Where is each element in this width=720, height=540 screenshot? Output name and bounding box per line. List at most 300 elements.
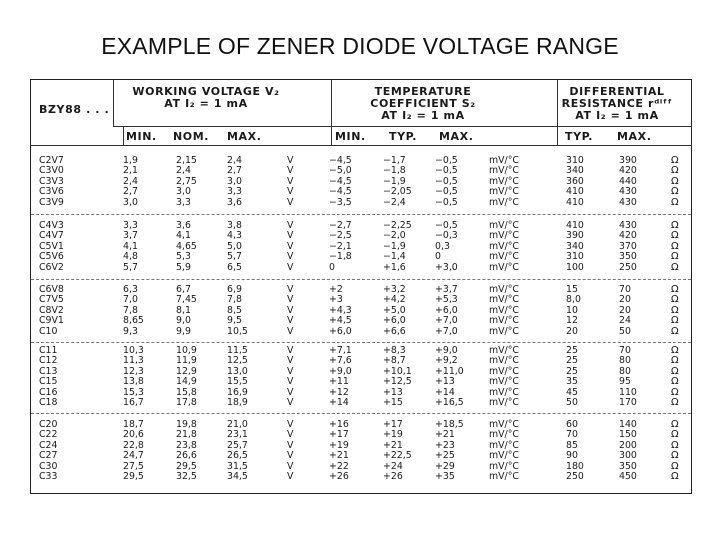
dr-typ-cell: 310: [566, 251, 584, 263]
table-row: [31, 263, 691, 273]
tc-unit-cell: mV/°C: [489, 471, 519, 482]
temp-coeff-condition: AT I₂ = 1 mA: [381, 109, 465, 122]
vz-max-cell: 6,9: [227, 284, 242, 295]
tc-typ-cell: +24: [383, 460, 403, 472]
vz-max-cell: 21,0: [227, 419, 248, 430]
diff-resistance-subtitle: RESISTANCE rᵈⁱᶠᶠ: [561, 97, 673, 110]
vz-min-cell: 2,7: [123, 186, 138, 198]
tc-max-cell: +13: [435, 376, 455, 388]
table-row: [31, 327, 691, 337]
tc-min-cell: +7,6: [329, 355, 352, 367]
divider: [113, 126, 691, 127]
tc-max-cell: −0,5: [435, 186, 458, 198]
dr-max-cell: 250: [619, 261, 637, 273]
dr-typ-cell: 8,0: [566, 294, 581, 306]
vz-max-cell: 23,1: [227, 429, 248, 441]
dr-typ-cell: 45: [566, 386, 578, 398]
dr-typ-cell: 340: [566, 165, 584, 177]
tc-min-cell: −3,5: [329, 196, 352, 208]
vz-min-cell: 13,8: [123, 376, 144, 388]
tc-max-cell: +23: [435, 439, 455, 451]
table-row: [31, 398, 691, 408]
dr-max-label: MAX.: [617, 130, 652, 143]
divider: [331, 126, 332, 145]
tc-min-cell: +6,0: [329, 325, 352, 337]
table-row: [31, 231, 691, 241]
vz-unit-cell: V: [287, 460, 294, 472]
divider: [31, 413, 691, 414]
dr-max-cell: 20: [619, 304, 631, 316]
tc-max-cell: +21: [435, 429, 455, 441]
wv-max-label: MAX.: [227, 130, 262, 143]
zener-diode-table: [30, 79, 692, 494]
table-row: [31, 198, 691, 208]
ohm-symbol: Ω: [671, 419, 679, 430]
vz-min-cell: 8,65: [123, 315, 144, 327]
vz-nom-cell: 9,0: [176, 315, 191, 327]
dr-max-cell: 390: [619, 155, 637, 166]
tc-min-cell: +7,1: [329, 345, 352, 356]
vz-min-cell: 5,7: [123, 261, 138, 273]
tc-typ-cell: +10,1: [383, 365, 412, 377]
tc-unit-cell: mV/°C: [489, 429, 519, 441]
tc-unit-cell: mV/°C: [489, 220, 519, 231]
tc-typ-cell: +17: [383, 419, 403, 430]
dr-max-cell: 200: [619, 439, 637, 451]
tc-max-cell: +3,7: [435, 284, 458, 295]
dr-max-cell: 420: [619, 165, 637, 177]
ohm-symbol: Ω: [671, 186, 679, 198]
tc-max-cell: +14: [435, 386, 455, 398]
ohm-symbol: Ω: [671, 165, 679, 177]
vz-min-cell: 3,0: [123, 196, 138, 208]
type-cell: C20: [39, 419, 58, 430]
vz-max-cell: 9,5: [227, 315, 242, 327]
tc-max-cell: +6,0: [435, 304, 458, 316]
vz-unit-cell: V: [287, 345, 294, 356]
ohm-symbol: Ω: [671, 261, 679, 273]
vz-max-cell: 18,9: [227, 397, 248, 408]
type-cell: C3V9: [39, 196, 64, 208]
working-voltage-header: [111, 86, 301, 110]
dr-max-cell: 370: [619, 240, 637, 252]
type-cell: C3V3: [39, 175, 64, 187]
ohm-symbol: Ω: [671, 315, 679, 327]
tc-typ-cell: −2,25: [383, 220, 412, 231]
dr-typ-cell: 25: [566, 365, 578, 377]
dr-typ-label: TYP.: [565, 130, 594, 143]
type-cell: C33: [39, 471, 58, 482]
divider: [331, 80, 332, 126]
vz-unit-cell: V: [287, 251, 294, 263]
page-title: EXAMPLE OF ZENER DIODE VOLTAGE RANGE: [101, 33, 619, 59]
tc-typ-cell: −2,0: [383, 230, 406, 242]
tc-max-cell: −0,5: [435, 196, 458, 208]
ohm-symbol: Ω: [671, 355, 679, 367]
vz-unit-cell: V: [287, 155, 294, 166]
divider: [557, 80, 558, 126]
dr-typ-cell: 25: [566, 345, 578, 356]
dr-typ-cell: 90: [566, 450, 578, 462]
table-row: [31, 252, 691, 262]
dr-max-cell: 24: [619, 315, 631, 327]
tc-unit-cell: mV/°C: [489, 186, 519, 198]
tc-min-cell: −4,5: [329, 155, 352, 166]
tc-typ-cell: +19: [383, 429, 403, 441]
table-row: [31, 451, 691, 461]
type-cell: C7V5: [39, 294, 64, 306]
dr-typ-cell: 15: [566, 284, 578, 295]
vz-nom-cell: 10,9: [176, 345, 197, 356]
divider: [31, 279, 691, 280]
tc-min-cell: +3: [329, 294, 343, 306]
vz-min-cell: 15,3: [123, 386, 144, 398]
dr-max-cell: 170: [619, 397, 637, 408]
tc-typ-cell: +13: [383, 386, 403, 398]
type-cell: C4V3: [39, 220, 64, 231]
tc-typ-cell: −1,4: [383, 251, 406, 263]
dr-typ-cell: 70: [566, 429, 578, 441]
tc-min-cell: −5,0: [329, 165, 352, 177]
dr-typ-cell: 100: [566, 261, 584, 273]
vz-min-cell: 24,7: [123, 450, 144, 462]
vz-unit-cell: V: [287, 450, 294, 462]
tc-unit-cell: mV/°C: [489, 365, 519, 377]
tc-min-cell: −4,5: [329, 175, 352, 187]
vz-max-cell: 4,3: [227, 230, 242, 242]
vz-nom-cell: 9,9: [176, 325, 191, 337]
vz-min-cell: 4,1: [123, 240, 138, 252]
tc-max-cell: +11,0: [435, 365, 464, 377]
vz-unit-cell: V: [287, 471, 294, 482]
tc-typ-cell: −1,8: [383, 165, 406, 177]
vz-nom-cell: 5,9: [176, 261, 191, 273]
tc-min-cell: +12: [329, 386, 349, 398]
tc-min-label: MIN.: [335, 130, 366, 143]
vz-max-cell: 5,0: [227, 240, 242, 252]
tc-unit-cell: mV/°C: [489, 386, 519, 398]
table-row: [31, 377, 691, 387]
tc-typ-cell: +4,2: [383, 294, 406, 306]
tc-typ-cell: −2,4: [383, 196, 406, 208]
tc-typ-cell: +8,7: [383, 355, 406, 367]
dr-typ-cell: 340: [566, 240, 584, 252]
vz-max-cell: 13,0: [227, 365, 248, 377]
vz-unit-cell: V: [287, 240, 294, 252]
vz-unit-cell: V: [287, 397, 294, 408]
tc-min-cell: +17: [329, 429, 349, 441]
tc-unit-cell: mV/°C: [489, 155, 519, 166]
dr-typ-cell: 10: [566, 304, 578, 316]
tc-typ-cell: +5,0: [383, 304, 406, 316]
vz-max-cell: 3,8: [227, 220, 242, 231]
tc-max-cell: +7,0: [435, 315, 458, 327]
ohm-symbol: Ω: [671, 175, 679, 187]
vz-min-cell: 29,5: [123, 471, 144, 482]
vz-max-cell: 26,5: [227, 450, 248, 462]
divider: [557, 126, 558, 145]
tc-min-cell: −4,5: [329, 186, 352, 198]
vz-nom-cell: 11,9: [176, 355, 197, 367]
tc-typ-cell: −2,05: [383, 186, 412, 198]
type-cell: C10: [39, 325, 58, 337]
tc-max-cell: +25: [435, 450, 455, 462]
tc-typ-cell: −1,9: [383, 175, 406, 187]
vz-min-cell: 2,1: [123, 165, 138, 177]
vz-unit-cell: V: [287, 376, 294, 388]
vz-nom-cell: 14,9: [176, 376, 197, 388]
dr-max-cell: 50: [619, 325, 631, 337]
vz-unit-cell: V: [287, 429, 294, 441]
dr-max-cell: 150: [619, 429, 637, 441]
tc-typ-cell: +26: [383, 471, 403, 482]
ohm-symbol: Ω: [671, 450, 679, 462]
vz-min-cell: 22,8: [123, 439, 144, 451]
tc-min-cell: −2,7: [329, 220, 352, 231]
tc-max-cell: +3,0: [435, 261, 458, 273]
dr-max-cell: 440: [619, 175, 637, 187]
table-row: [31, 295, 691, 305]
vz-unit-cell: V: [287, 165, 294, 177]
tc-typ-cell: +3,2: [383, 284, 406, 295]
temp-coeff-subtitle: COEFFICIENT S₂: [370, 97, 476, 110]
table-row: [31, 316, 691, 326]
dr-max-cell: 350: [619, 460, 637, 472]
vz-max-cell: 15,5: [227, 376, 248, 388]
vz-nom-cell: 21,8: [176, 429, 197, 441]
dr-typ-cell: 310: [566, 155, 584, 166]
vz-max-cell: 34,5: [227, 471, 248, 482]
tc-typ-cell: −1,7: [383, 155, 406, 166]
dr-max-cell: 70: [619, 284, 631, 295]
vz-unit-cell: V: [287, 186, 294, 198]
vz-max-cell: 12,5: [227, 355, 248, 367]
vz-max-cell: 3,6: [227, 196, 242, 208]
vz-min-cell: 20,6: [123, 429, 144, 441]
ohm-symbol: Ω: [671, 439, 679, 451]
working-voltage-title: WORKING VOLTAGE V₂: [132, 85, 280, 98]
tc-typ-cell: +21: [383, 439, 403, 451]
tc-typ-cell: −1,9: [383, 240, 406, 252]
tc-min-cell: +21: [329, 450, 349, 462]
vz-unit-cell: V: [287, 315, 294, 327]
dr-max-cell: 430: [619, 196, 637, 208]
dr-max-cell: 95: [619, 376, 631, 388]
tc-max-cell: −0,5: [435, 155, 458, 166]
tc-min-cell: −2,1: [329, 240, 352, 252]
tc-typ-label: TYP.: [389, 130, 418, 143]
ohm-symbol: Ω: [671, 155, 679, 166]
dr-typ-cell: 410: [566, 186, 584, 198]
dr-typ-cell: 12: [566, 315, 578, 327]
type-cell: C5V6: [39, 251, 64, 263]
tc-max-cell: 0,3: [435, 240, 450, 252]
tc-min-cell: −1,8: [329, 251, 352, 263]
vz-min-cell: 12,3: [123, 365, 144, 377]
wv-nom-label: NOM.: [173, 130, 210, 143]
ohm-symbol: Ω: [671, 304, 679, 316]
tc-max-cell: −0,3: [435, 230, 458, 242]
vz-nom-cell: 12,9: [176, 365, 197, 377]
vz-nom-cell: 32,5: [176, 471, 197, 482]
vz-nom-cell: 15,8: [176, 386, 197, 398]
tc-unit-cell: mV/°C: [489, 325, 519, 337]
tc-max-cell: −0,5: [435, 175, 458, 187]
table-row: [31, 187, 691, 197]
vz-min-cell: 9,3: [123, 325, 138, 337]
vz-nom-cell: 4,65: [176, 240, 197, 252]
vz-unit-cell: V: [287, 175, 294, 187]
vz-unit-cell: V: [287, 355, 294, 367]
ohm-symbol: Ω: [671, 397, 679, 408]
vz-unit-cell: V: [287, 304, 294, 316]
vz-min-cell: 27,5: [123, 460, 144, 472]
tc-max-cell: 0: [435, 251, 441, 263]
tc-min-cell: +22: [329, 460, 349, 472]
vz-nom-cell: 2,15: [176, 155, 197, 166]
divider: [31, 214, 691, 215]
divider: [113, 80, 114, 126]
vz-min-cell: 2,4: [123, 175, 138, 187]
tc-max-cell: −0,5: [435, 165, 458, 177]
dr-max-cell: 430: [619, 220, 637, 231]
diff-resistance-condition: AT I₂ = 1 mA: [575, 109, 659, 122]
tc-min-cell: +26: [329, 471, 349, 482]
tc-unit-cell: mV/°C: [489, 196, 519, 208]
dr-typ-cell: 60: [566, 419, 578, 430]
ohm-symbol: Ω: [671, 471, 679, 482]
tc-max-cell: +9,0: [435, 345, 458, 356]
dr-max-cell: 350: [619, 251, 637, 263]
vz-nom-cell: 23,8: [176, 439, 197, 451]
vz-unit-cell: V: [287, 439, 294, 451]
temp-coeff-title: TEMPERATURE: [374, 85, 472, 98]
ohm-symbol: Ω: [671, 429, 679, 441]
tc-min-cell: +4,5: [329, 315, 352, 327]
type-cell: C11: [39, 345, 58, 356]
ohm-symbol: Ω: [671, 325, 679, 337]
dr-max-cell: 80: [619, 365, 631, 377]
type-cell: C2V7: [39, 155, 64, 166]
ohm-symbol: Ω: [671, 376, 679, 388]
dr-max-cell: 110: [619, 386, 637, 398]
differential-resistance-header: [547, 86, 687, 122]
vz-min-cell: 7,0: [123, 294, 138, 306]
dr-max-cell: 420: [619, 230, 637, 242]
vz-unit-cell: V: [287, 196, 294, 208]
tc-max-cell: +7,0: [435, 325, 458, 337]
vz-max-cell: 7,8: [227, 294, 242, 306]
tc-unit-cell: mV/°C: [489, 304, 519, 316]
tc-unit-cell: mV/°C: [489, 251, 519, 263]
vz-unit-cell: V: [287, 230, 294, 242]
vz-nom-cell: 29,5: [176, 460, 197, 472]
tc-max-cell: +16,5: [435, 397, 464, 408]
tc-unit-cell: mV/°C: [489, 460, 519, 472]
tc-unit-cell: mV/°C: [489, 376, 519, 388]
table-row: [31, 430, 691, 440]
vz-nom-cell: 4,1: [176, 230, 191, 242]
dr-typ-cell: 20: [566, 325, 578, 337]
table-row: [31, 472, 691, 482]
dr-typ-cell: 360: [566, 175, 584, 187]
vz-max-cell: 2,7: [227, 165, 242, 177]
type-cell: C3V0: [39, 165, 64, 177]
dr-max-cell: 300: [619, 450, 637, 462]
divider: [31, 342, 691, 343]
dr-max-cell: 140: [619, 419, 637, 430]
tc-unit-cell: mV/°C: [489, 345, 519, 356]
table-row: [31, 356, 691, 366]
vz-min-cell: 16,7: [123, 397, 144, 408]
tc-min-cell: +4,3: [329, 304, 352, 316]
tc-min-cell: +16: [329, 419, 349, 430]
tc-unit-cell: mV/°C: [489, 261, 519, 273]
dr-typ-cell: 50: [566, 397, 578, 408]
vz-unit-cell: V: [287, 294, 294, 306]
vz-max-cell: 25,7: [227, 439, 248, 451]
ohm-symbol: Ω: [671, 460, 679, 472]
vz-unit-cell: V: [287, 261, 294, 273]
vz-max-cell: 2,4: [227, 155, 242, 166]
series-label: BZY88 . . .: [39, 103, 110, 116]
tc-max-cell: −0,5: [435, 220, 458, 231]
vz-max-cell: 11,5: [227, 345, 248, 356]
type-cell: C22: [39, 429, 58, 441]
vz-unit-cell: V: [287, 325, 294, 337]
vz-max-cell: 16,9: [227, 386, 248, 398]
ohm-symbol: Ω: [671, 251, 679, 263]
tc-min-cell: +14: [329, 397, 349, 408]
vz-max-cell: 6,5: [227, 261, 242, 273]
vz-max-cell: 3,3: [227, 186, 242, 198]
type-cell: C24: [39, 439, 58, 451]
tc-unit-cell: mV/°C: [489, 294, 519, 306]
dr-max-cell: 80: [619, 355, 631, 367]
dr-typ-cell: 410: [566, 220, 584, 231]
vz-nom-cell: 8,1: [176, 304, 191, 316]
dr-typ-cell: 25: [566, 355, 578, 367]
diff-resistance-title: DIFFERENTIAL: [569, 85, 665, 98]
divider: [31, 145, 691, 146]
vz-min-cell: 3,3: [123, 220, 138, 231]
vz-min-cell: 4,8: [123, 251, 138, 263]
vz-unit-cell: V: [287, 284, 294, 295]
vz-nom-cell: 26,6: [176, 450, 197, 462]
vz-max-cell: 3,0: [227, 175, 242, 187]
tc-max-cell: +18,5: [435, 419, 464, 430]
type-cell: C4V7: [39, 230, 64, 242]
vz-max-cell: 8,5: [227, 304, 242, 316]
type-cell: C3V6: [39, 186, 64, 198]
vz-nom-cell: 7,45: [176, 294, 197, 306]
vz-max-cell: 31,5: [227, 460, 248, 472]
tc-unit-cell: mV/°C: [489, 355, 519, 367]
tc-max-cell: +5,3: [435, 294, 458, 306]
tc-typ-cell: +15: [383, 397, 403, 408]
type-cell: C6V8: [39, 284, 64, 295]
ohm-symbol: Ω: [671, 196, 679, 208]
ohm-symbol: Ω: [671, 386, 679, 398]
dr-max-cell: 70: [619, 345, 631, 356]
vz-nom-cell: 2,4: [176, 165, 191, 177]
table-row: [31, 166, 691, 176]
tc-unit-cell: mV/°C: [489, 450, 519, 462]
ohm-symbol: Ω: [671, 230, 679, 242]
type-cell: C15: [39, 376, 58, 388]
vz-nom-cell: 19,8: [176, 419, 197, 430]
tc-max-cell: +29: [435, 460, 455, 472]
